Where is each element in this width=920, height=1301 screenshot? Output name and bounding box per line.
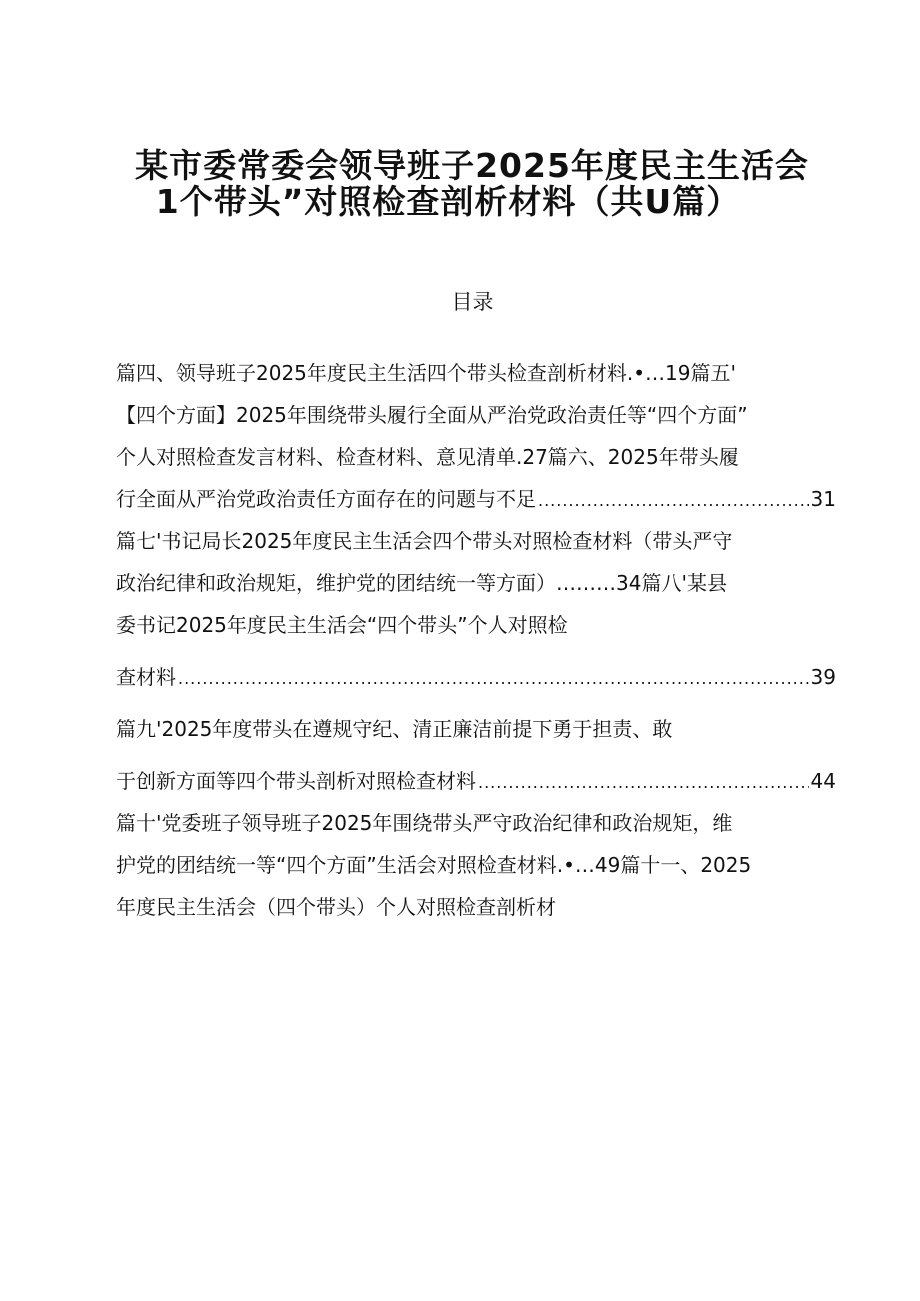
toc-line: 护党的团结统一等“四个方面”生活会对照检查材料.•…49篇十一、2025	[116, 853, 752, 877]
toc-entry-text: 查材料	[116, 665, 176, 689]
toc-line: 【四个方面】2025年围绕带头履行全面从严治党政治责任等“四个方面”	[116, 403, 748, 427]
toc-entry-with-page	[116, 760, 836, 802]
toc-line: 政治纪律和政治规矩，维护党的团结统一等方面）………34篇八'某县	[116, 571, 727, 595]
dot-leader	[478, 762, 809, 804]
toc-line: 个人对照检查发言材料、检查材料、意见清单.27篇六、2025年带头履	[116, 445, 739, 469]
table-of-contents	[116, 352, 836, 928]
toc-page-number: 44	[810, 769, 836, 793]
toc-entry-text: 行全面从严治党政治责任方面存在的问题与不足	[116, 487, 536, 511]
toc-heading: 目录	[451, 290, 494, 314]
toc-entry-with-page	[116, 478, 836, 520]
toc-line: 篇九'2025年度带头在遵规守纪、清正廉洁前提下勇于担责、敢	[116, 717, 673, 741]
document-title-line-1: 某市委常委会领导班子2025年度民主生活会	[135, 146, 809, 185]
toc-line: 篇十'党委班子领导班子2025年围绕带头严守政治纪律和政治规矩，维	[116, 811, 733, 835]
dot-leader	[538, 480, 809, 522]
toc-line: 篇四、领导班子2025年度民主生活四个带头检查剖析材料.•…19篇五'	[116, 361, 736, 385]
document-title-line-2: 1个带头”对照检查剖析材料（共U篇）	[155, 182, 741, 221]
toc-page-number: 31	[810, 487, 836, 511]
toc-line: 篇七'书记局长2025年度民主生活会四个带头对照检查材料（带头严守	[116, 529, 733, 553]
toc-line: 委书记2025年度民主生活会“四个带头”个人对照检	[116, 613, 568, 637]
toc-page-number: 39	[810, 665, 836, 689]
toc-entry-text: 于创新方面等四个带头剖析对照检查材料	[116, 769, 476, 793]
toc-entry-with-page	[116, 656, 836, 698]
dot-leader	[178, 658, 809, 700]
toc-line: 年度民主生活会（四个带头）个人对照检查剖析材	[116, 895, 556, 919]
